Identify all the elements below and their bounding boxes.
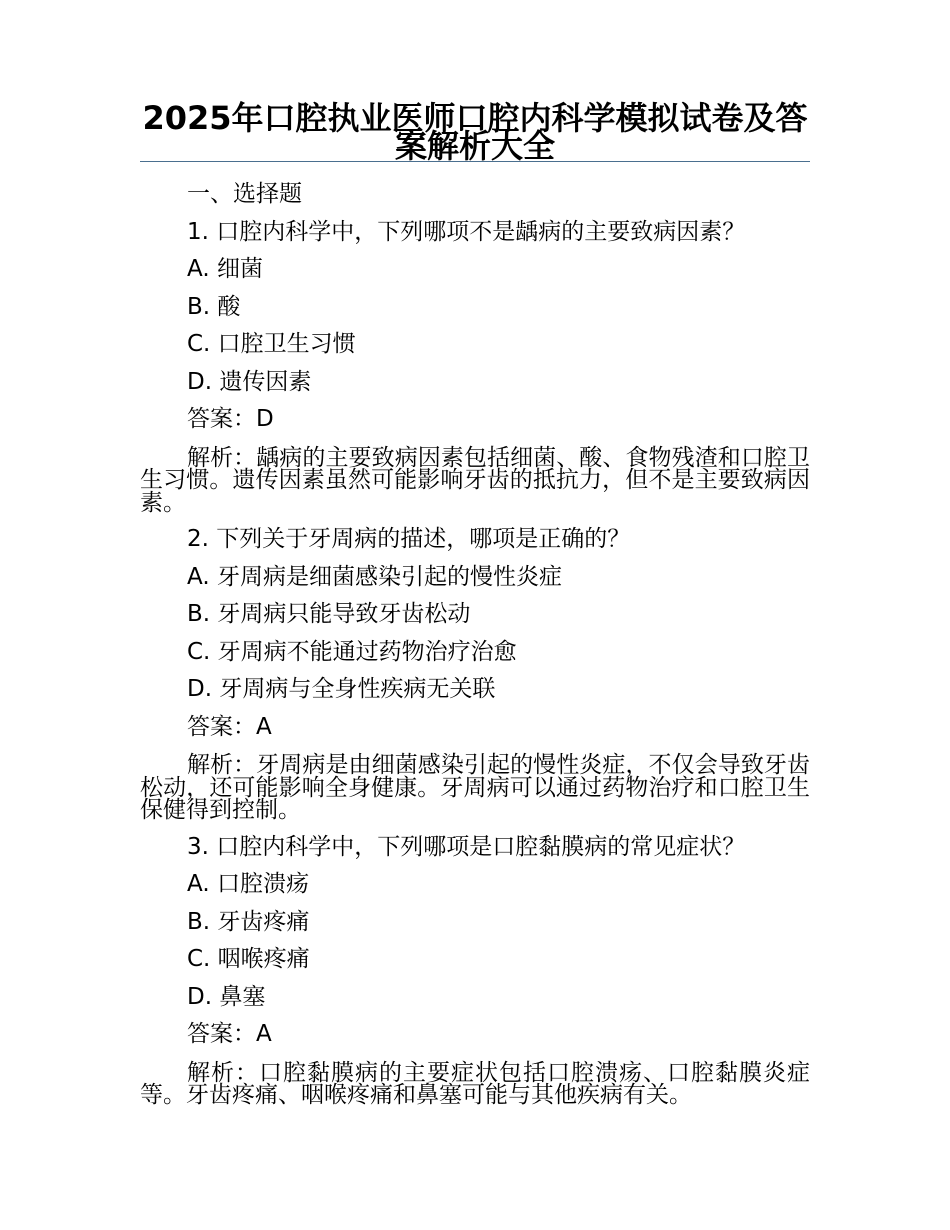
title-underline [140,161,810,162]
explanation-paragraph: 解析：口腔黏膜病的主要症状包括口腔溃疡、口腔黏膜炎症等。牙齿疼痛、咽喉疼痛和鼻塞可能与其他疾病有关。 [140,1059,810,1108]
option-b: B. 牙齿疼痛 [187,908,310,935]
question-block-3 [140,829,810,1114]
option-a: A. 细菌 [187,256,263,282]
answer-line: 答案：A [187,1021,272,1047]
option-b: B. 酸 [187,293,241,320]
explanation-paragraph: 解析：龋病的主要致病因素包括细菌、酸、食物残渣和口腔卫生习惯。遗传因素虽然可能影响牙齿的抵抗力，但不是主要致病因素。 [140,444,810,516]
option-c: C. 口腔卫生习惯 [187,331,356,357]
question-block-2 [140,521,810,829]
option-d: D. 遗传因素 [187,368,312,395]
question-stem: 1. 口腔内科学中，下列哪项不是龋病的主要致病因素？ [187,218,746,245]
option-c: C. 咽喉疼痛 [187,946,310,972]
option-c: C. 牙周病不能通过药物治疗治愈 [187,638,517,665]
question-block-1 [140,214,810,522]
document-title: 2025年口腔执业医师口腔内科学模拟试卷及答案解析大全 [142,99,808,165]
option-a: A. 口腔溃疡 [187,871,309,897]
explanation-paragraph: 解析：牙周病是由细菌感染引起的慢性炎症，不仅会导致牙齿松动，还可能影响全身健康。牙周病可以通过药物治疗和口腔卫生保健得到控制。 [140,752,810,823]
option-d: D. 鼻塞 [187,983,266,1010]
document-body [140,176,810,1114]
answer-line: 答案：D [187,406,274,432]
option-d: D. 牙周病与全身性疾病无关联 [187,676,496,702]
section-heading: 一、选择题 [187,181,302,207]
question-stem: 3. 口腔内科学中，下列哪项是口腔黏膜病的常见症状？ [187,833,746,860]
answer-line: 答案：A [187,713,272,740]
question-stem: 2. 下列关于牙周病的描述，哪项是正确的？ [187,526,631,552]
option-a: A. 牙周病是细菌感染引起的慢性炎症 [187,563,562,590]
option-b: B. 牙周病只能导致牙齿松动 [187,601,471,627]
